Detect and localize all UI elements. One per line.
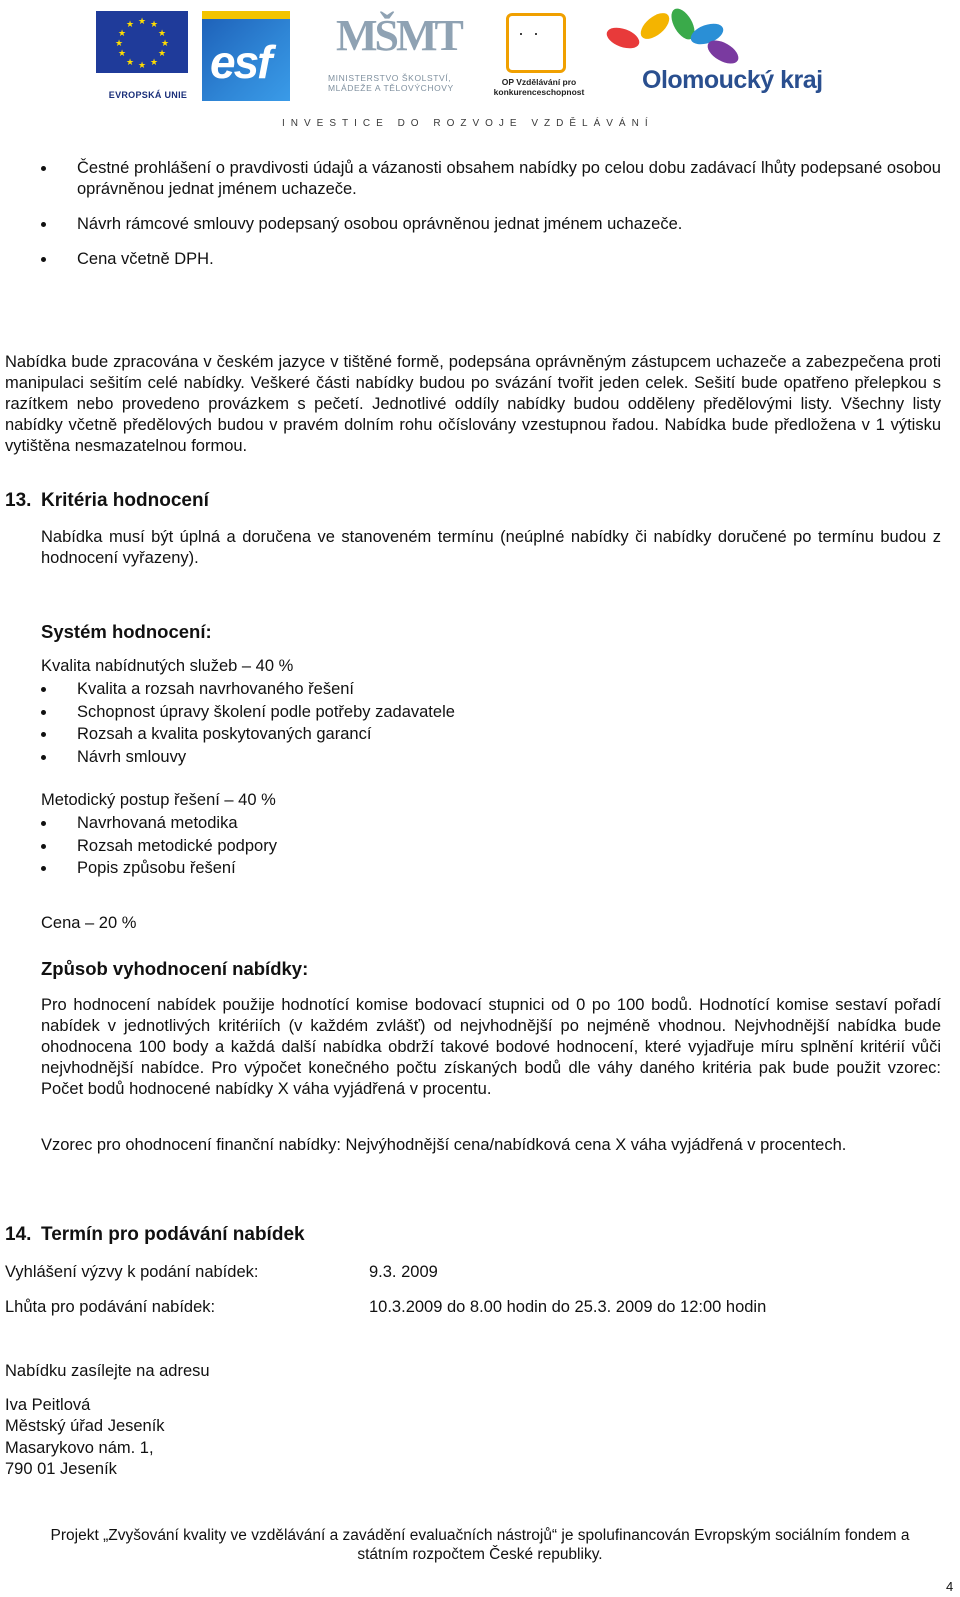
quality-item-4 — [77, 747, 186, 768]
msmt-label: MINISTERSTVO ŠKOLSTVÍ, MLÁDEŽE A TĚLOVÝCHOVY — [328, 73, 454, 93]
op-label: OP Vzdělávání pro konkurenceschopnost — [493, 77, 585, 97]
price-label: Cena – 20 % — [41, 914, 137, 932]
bullet-text: Navrhovaná metodika — [77, 814, 238, 832]
send-to-label: Nabídku zasílejte na adresu — [5, 1362, 210, 1380]
op-dots-icon: · · — [518, 23, 541, 43]
intro-bullet-1 — [77, 158, 941, 200]
address-line-3: Masarykovo nám. 1, — [5, 1439, 154, 1457]
deadline-label: Lhůta pro podávání nabídek: — [5, 1298, 216, 1316]
formula-paragraph: Vzorec pro ohodnocení finanční nabídky: Nejvýhodnější cena/nabídková cena X váha vyjádřená v procentech. — [41, 1136, 847, 1154]
bullet-icon — [41, 866, 46, 871]
bullet-text: Čestné prohlášení o pravdivosti údajů a vázanosti obsahem nabídky po celou dobu zadávací lhůty podepsané osobou oprávněnou jednat jménem uchazeče. — [77, 159, 941, 198]
page-number: 4 — [946, 1579, 954, 1594]
quality-item-2 — [77, 702, 455, 723]
method-item-2 — [77, 836, 277, 857]
quality-label: Kvalita nabídnutých služeb – 40 % — [41, 657, 294, 675]
esf-label: esf — [210, 36, 271, 88]
address-line-1: Iva Peitlová — [5, 1396, 91, 1414]
bullet-text: Rozsah a kvalita poskytovaných garancí — [77, 725, 372, 743]
address-line-4: 790 01 Jeseník — [5, 1460, 117, 1478]
petal-yellow-icon — [636, 8, 674, 44]
bullet-text: Rozsah metodické podpory — [77, 837, 277, 855]
esf-logo — [202, 11, 290, 101]
tagline: INVESTICE DO ROZVOJE VZDĚLÁVÁNÍ — [282, 118, 654, 129]
msmt-logo — [328, 11, 468, 101]
method-item-1 — [77, 813, 238, 834]
section-14-number: 14. — [5, 1224, 32, 1245]
quality-item-3 — [77, 724, 371, 745]
bullet-icon — [41, 732, 46, 737]
eval-paragraph: Pro hodnocení nabídek použije hodnotící komise bodovací stupnici od 0 po 100 bodů. Hodnotící komise sestaví pořadí nabídek v jednotlivých kritériích (v každém zvlášť) od nejvhodnější po nejméně vhodnou. Nejvhodnější nabídka bude ohodnocena 100 body a každá další nabídka obdrží takové bodové hodnocení, které vyjadřuje míru splnění kritérií vůči nejvhodnější nabídce. Pro výpočet konečného počtu získaných bodů dle váhy daného kritéria pak bude použit vzorec: Počet bodů hodnocené nabídky X váha vyjádřená v procentu. — [41, 996, 941, 1098]
address-line-2: Městský úřad Jeseník — [5, 1417, 165, 1435]
intro-bullet-2 — [77, 214, 941, 235]
esf-bar — [202, 11, 290, 19]
region-label: Olomoucký kraj — [642, 66, 823, 94]
footer-line-2: státním rozpočtem České republiky. — [357, 1546, 603, 1563]
bullet-icon — [41, 844, 46, 849]
bullet-text: Schopnost úpravy školení podle potřeby zadavatele — [77, 703, 455, 721]
section-13-number: 13. — [5, 490, 32, 511]
bullet-icon — [41, 166, 46, 171]
bullet-text: Kvalita a rozsah navrhovaného řešení — [77, 680, 355, 698]
bullet-icon — [41, 687, 46, 692]
eu-label: EVROPSKÁ UNIE — [108, 90, 188, 100]
bullet-icon — [41, 222, 46, 227]
header-banner — [92, 3, 868, 136]
bullet-icon — [41, 710, 46, 715]
eu-flag-logo: ★ ★ ★ ★ ★ ★ ★ ★ ★ ★ ★ ★ EVROPSKÁ UNIE — [96, 11, 188, 73]
intro-bullet-3 — [77, 249, 941, 270]
announce-label: Vyhlášení výzvy k podání nabídek: — [5, 1263, 259, 1281]
bullet-icon — [41, 257, 46, 262]
bullet-text: Návrh smlouvy — [77, 748, 187, 766]
section-14-title: Termín pro podávání nabídek — [41, 1224, 305, 1245]
op-logo — [484, 11, 594, 107]
footer-line-1: Projekt „Zvyšování kvality ve vzdělávání a zavádění evaluačních nástrojů“ je spolufinancován Evropským sociálním fondem a — [50, 1527, 910, 1544]
method-label: Metodický postup řešení – 40 % — [41, 791, 276, 809]
petal-purple-icon — [704, 36, 742, 69]
section-13-title: Kritéria hodnocení — [41, 490, 209, 511]
method-item-3 — [77, 858, 236, 879]
page-footer — [0, 1526, 960, 1564]
bullet-text: Popis způsobu řešení — [77, 859, 236, 877]
bullet-icon — [41, 821, 46, 826]
bullet-text: Návrh rámcové smlouvy podepsaný osobou oprávněnou jednat jménem uchazeče. — [77, 215, 683, 233]
announce-value: 9.3. 2009 — [369, 1263, 438, 1281]
deadline-value: 10.3.2009 do 8.00 hodin do 25.3. 2009 do 12:00 hodin — [369, 1298, 767, 1316]
eval-heading: Způsob vyhodnocení nabídky: — [41, 958, 309, 979]
petal-red-icon — [604, 24, 642, 53]
bullet-icon — [41, 755, 46, 760]
system-heading: Systém hodnocení: — [41, 621, 212, 642]
section-13-text: Nabídka musí být úplná a doručena ve stanoveném termínu (neúplné nabídky či nabídky doručené po termínu budou z hodnocení vyřazeny). — [41, 528, 941, 567]
quality-item-1 — [77, 679, 354, 700]
bullet-text: Cena včetně DPH. — [77, 250, 214, 268]
olomoucky-kraj-logo — [586, 11, 856, 107]
offer-paragraph: Nabídka bude zpracována v českém jazyce v tištěné formě, podepsána oprávněným zástupcem uchazeče a zabezpečena proti manipulaci sešitím celé nabídky. Veškeré části nabídky budou po svázání tvořit jeden celek. Sešití bude opatřeno přelepkou s razítkem nebo provedeno provázkem s pečetí. Jednotlivé oddíly nabídky budou odděleny předělovými listy. Všechny listy nabídky včetně předělových budou v pravém dolním rohu očíslovány vzestupnou řadou. Nabídka bude předložena v 1 výtisku vytištěna nesmazatelnou formou. — [5, 353, 941, 455]
msmt-mark: MŠMT — [336, 11, 461, 60]
